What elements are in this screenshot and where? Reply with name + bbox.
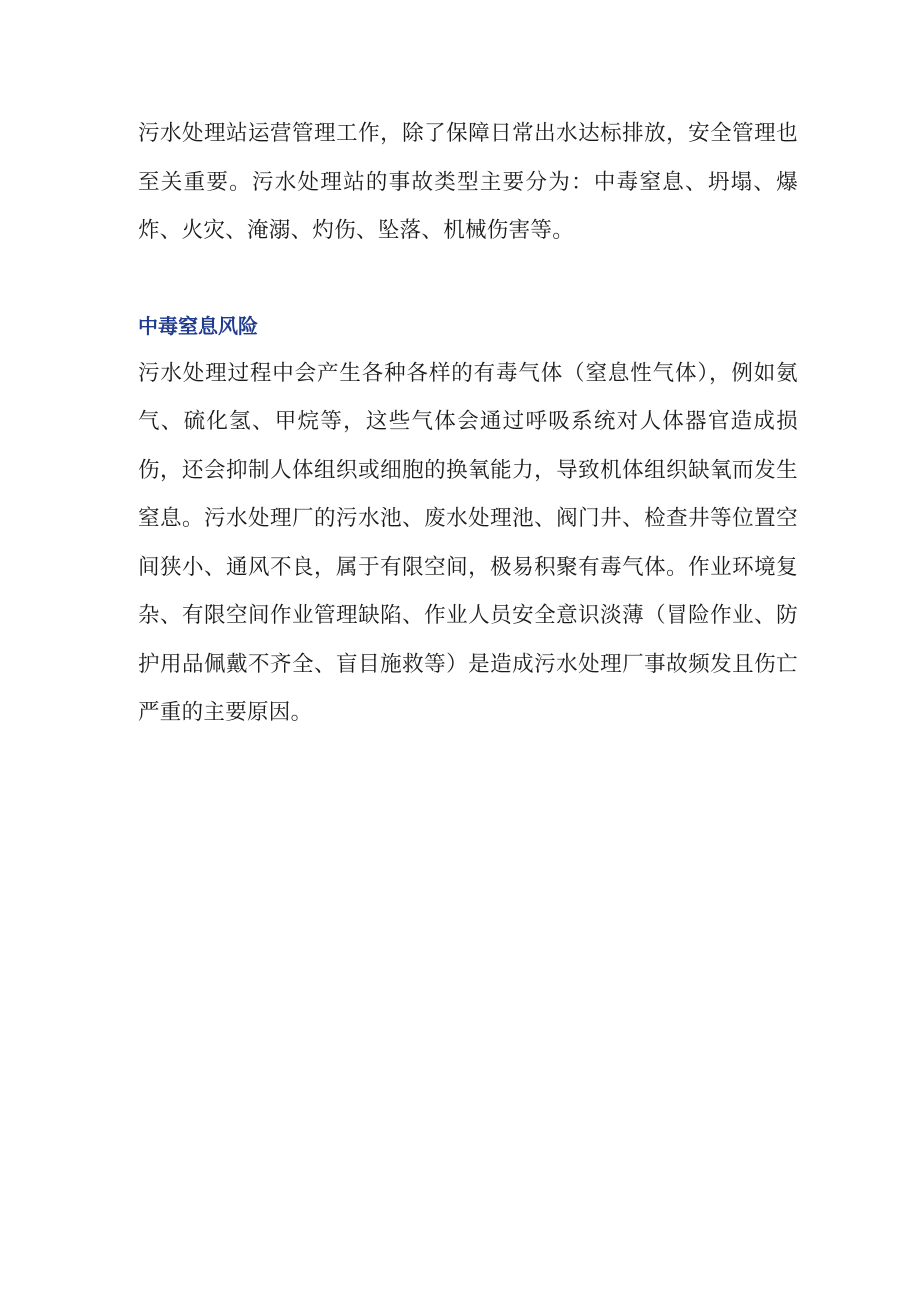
section-body-paragraph: 污水处理过程中会产生各种各样的有毒气体（窒息性气体），例如氨气、硫化氢、甲烷等，这些气体会通过呼吸系统对人体器官造成损伤，还会抑制人体组织或细胞的换氧能力，导致机体组织缺氧而发生窒息。污水处理厂的污水池、废水处理池、阀门井、检查井等位置空间狭小、通风不良，属于有限空间，极易积聚有毒气体。作业环境复杂、有限空间作业管理缺陷、作业人员安全意识淡薄（冒险作业、防护用品佩戴不齐全、盲目施救等）是造成污水处理厂事故频发且伤亡严重的主要原因。 (138, 360, 798, 725)
intro-paragraph: 污水处理站运营管理工作，除了保障日常出水达标排放，安全管理也至关重要。污水处理站的事故类型主要分为：中毒窒息、坍塌、爆炸、火灾、淹溺、灼伤、坠落、机械伤害等。 (138, 121, 798, 243)
document-content (138, 110, 798, 738)
section-heading: 中毒窒息风险 (138, 313, 258, 338)
